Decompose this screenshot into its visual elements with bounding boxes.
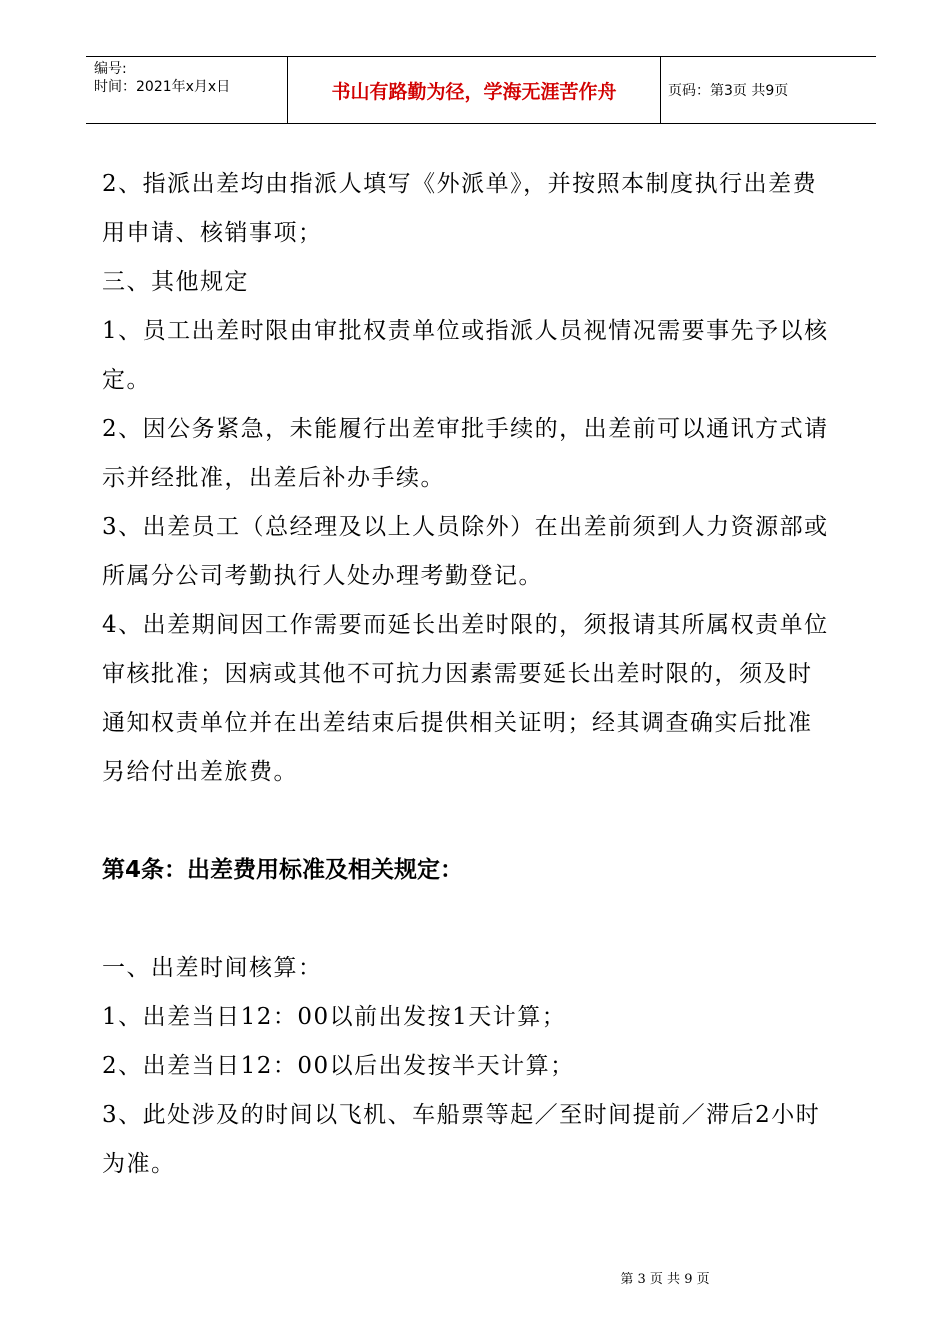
text-line: 所属分公司考勤执行人处办理考勤登记。 <box>102 563 543 589</box>
text-line: 示并经批准，出差后补办手续。 <box>102 465 445 491</box>
page-header <box>86 56 876 124</box>
article-heading: 第4条：出差费用标准及相关规定： <box>102 857 464 883</box>
section-heading: 三、其他规定 <box>102 269 249 295</box>
text-line: 2、出差当日12：00以后出发按半天计算； <box>102 1053 575 1079</box>
section-heading: 一、出差时间核算： <box>102 955 323 981</box>
divider <box>660 57 661 123</box>
header-motto: 书山有路勤为径，学海无涯苦作舟 <box>331 80 617 103</box>
header-meta <box>94 60 284 96</box>
text-line: 为准。 <box>102 1151 176 1177</box>
text-line: 通知权责单位并在出差结束后提供相关证明；经其调查确实后批准 <box>102 710 813 736</box>
text-line: 4、出差期间因工作需要而延长出差时限的，须报请其所属权责单位 <box>102 612 829 638</box>
text-line: 2、因公务紧急，未能履行出差审批手续的，出差前可以通讯方式请 <box>102 416 829 442</box>
text-line: 1、出差当日12：00以前出发按1天计算； <box>102 1004 567 1030</box>
time-label: 时间：2021年x月x日 <box>94 79 231 95</box>
page-footer: 第 3 页 共 9 页 <box>620 1272 710 1287</box>
document-body <box>102 160 862 1189</box>
text-line: 另给付出差旅费。 <box>102 759 298 785</box>
text-line: 1、员工出差时限由审批权责单位或指派人员视情况需要事先予以核 <box>102 318 829 344</box>
text-line: 3、此处涉及的时间以飞机、车船票等起／至时间提前／滞后2小时 <box>102 1102 821 1128</box>
number-label: 编号: <box>94 61 127 77</box>
text-line: 审核批准；因病或其他不可抗力因素需要延长出差时限的，须及时 <box>102 661 813 687</box>
text-line: 2、指派出差均由指派人填写《外派单》，并按照本制度执行出差费 <box>102 171 818 197</box>
text-line: 3、出差员工（总经理及以上人员除外）在出差前须到人力资源部或 <box>102 514 829 540</box>
header-page-info: 页码：第3页 共9页 <box>668 83 789 99</box>
text-line: 用申请、核销事项； <box>102 220 323 246</box>
text-line: 定。 <box>102 367 151 393</box>
